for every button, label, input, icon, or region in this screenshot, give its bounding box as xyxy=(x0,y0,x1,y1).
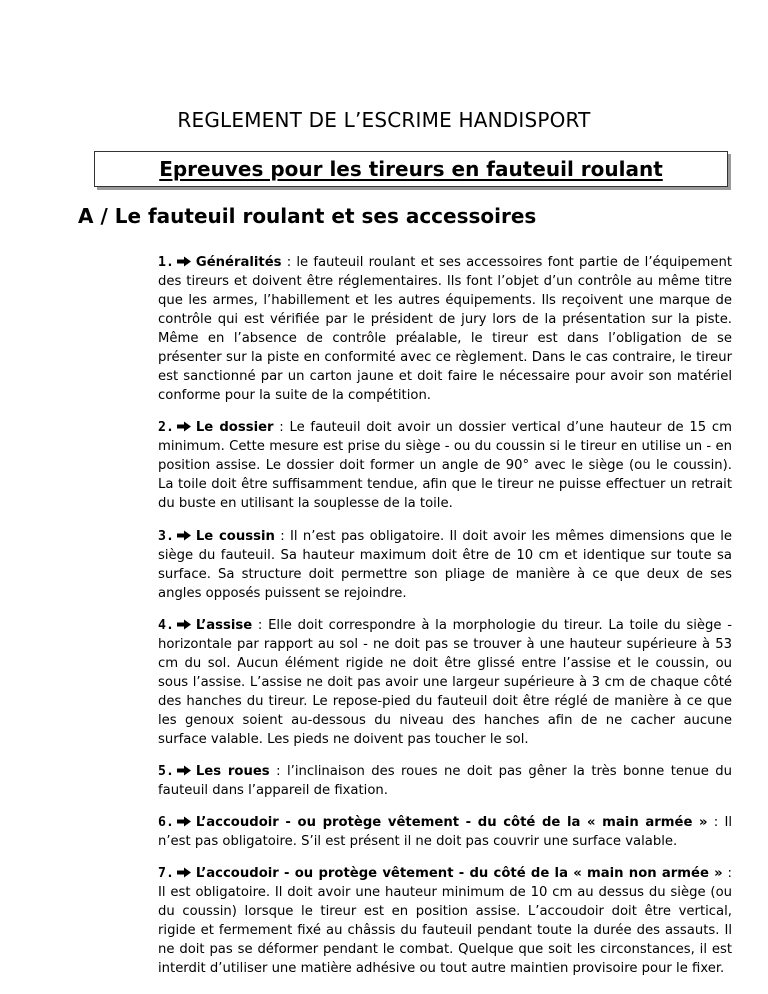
article-text: Il n’est pas obligatoire. Il doit avoir les mêmes dimensions que le siège du fauteuil. Sa hauteur maximum doit être de 10 cm et identique sur toute sa surface. Sa structure doit permettre son pliage de manière à ce que deux de ses angles opposés puissent se rejoindre. xyxy=(158,528,733,601)
arrow-right-icon xyxy=(176,867,192,878)
article-text: le fauteuil roulant et ses accessoires font partie de l’équipement des tireurs et doivent être réglementaires. Ils font l’objet d’un contrôle au même titre que les armes, l’habillement et les autres équipements. Ils reçoivent une marque de contrôle qui est vérifiée par le président de jury lors de la présentation sur la piste. Même en l’absence de contrôle préalable, le tireur est dans l’obligation de se présenter sur la piste en conformité avec ce règlement. Dans le cas contraire, le tireur est sanctionné par un carton jaune et doit faire le nécessaire pour avoir son matériel conforme pour la suite de la compétition. xyxy=(158,255,733,404)
article-list xyxy=(158,240,732,987)
arrow-right-icon xyxy=(176,765,192,776)
boxed-title-text: Epreuves pour les tireurs en fauteuil roulant xyxy=(159,157,663,181)
article-separator: : xyxy=(269,763,287,779)
section-heading: A / Le fauteuil roulant et ses accessoires xyxy=(78,204,537,228)
article-7 xyxy=(158,864,732,978)
article-separator: : xyxy=(274,528,290,544)
article-number: 4. xyxy=(158,617,174,633)
article-title: Le coussin xyxy=(195,528,275,544)
article-number: 5. xyxy=(158,763,174,779)
arrow-right-icon xyxy=(176,619,192,630)
boxed-title xyxy=(94,151,728,187)
article-number: 7. xyxy=(158,866,174,882)
article-separator: : xyxy=(722,866,732,882)
article-6 xyxy=(158,813,732,851)
article-1 xyxy=(158,253,732,405)
article-separator: : xyxy=(281,255,297,271)
article-title: L’accoudoir - ou protège vêtement - du côté de la « main non armée » xyxy=(195,866,723,882)
article-text: Elle doit correspondre à la morphologie du tireur. La toile du siège - horizontale par rapport au sol - ne doit pas se trouver à une hauteur supérieure à 53 cm du sol. Aucun élément rigide ne doit être glissé entre l’assise et le coussin, ou sous l’assise. L’assise ne doit pas avoir une largeur supérieure à 3 cm de chaque côté des hanches du tireur. Le repose-pied du fauteuil doit être réglé de manière à ce que les genoux soient au-dessous du niveau des hanches afin de ne cacher aucune surface valable. Les pieds ne doivent pas toucher le sol. xyxy=(158,617,733,747)
article-4 xyxy=(158,616,732,749)
document-title: REGLEMENT DE L’ESCRIME HANDISPORT xyxy=(177,108,591,132)
article-number: 2. xyxy=(158,420,174,436)
arrow-right-icon xyxy=(176,816,192,827)
arrow-right-icon xyxy=(176,530,192,541)
article-separator: : xyxy=(252,617,269,633)
article-separator: : xyxy=(273,420,290,436)
article-title: Les roues xyxy=(195,763,270,779)
arrow-right-icon xyxy=(176,421,192,432)
article-text: Il est obligatoire. Il doit avoir une hauteur minimum de 10 cm au dessus du siège (ou du coussin) lorsque le tireur est en position assise. L’accoudoir doit être vertical, rigide et fermement fixé au châssis du fauteuil pendant toute la durée des assauts. Il ne doit pas se déformer pendant le combat. Quelque que soit les circonstances, il est interdit d’utiliser une matière adhésive ou tout autre maintien provisoire pour le fixer. xyxy=(158,885,732,977)
arrow-right-icon xyxy=(176,256,192,267)
article-2 xyxy=(158,418,732,513)
article-title: Le dossier xyxy=(195,420,274,436)
article-text: l’inclinaison des roues ne doit pas gêner la très bonne tenue du fauteuil dans l’appareil de fixation. xyxy=(158,763,732,798)
article-5 xyxy=(158,762,732,800)
article-title: L’accoudoir - ou protège vêtement - du côté de la « main armée » xyxy=(195,815,708,831)
article-3 xyxy=(158,527,732,603)
article-title: L’assise xyxy=(195,617,253,633)
article-number: 6. xyxy=(158,815,174,831)
article-text: Le fauteuil doit avoir un dossier vertical d’une hauteur de 15 cm minimum. Cette mesure est prise du siège - ou du coussin si le tireur en utilise un - en position assise. Le dossier doit former un angle de 90° avec le siège (ou le coussin). La toile doit être suffisamment tendue, afin que le tireur ne puisse effectuer un retrait du buste en utilisant la souplesse de la toile. xyxy=(158,420,733,512)
article-text: Il n’est pas obligatoire. S’il est présent il ne doit pas couvrir une surface valable. xyxy=(158,815,733,850)
article-separator: : xyxy=(707,815,725,831)
article-number: 1. xyxy=(158,255,174,271)
article-number: 3. xyxy=(158,528,174,544)
article-title: Généralités xyxy=(195,255,282,271)
